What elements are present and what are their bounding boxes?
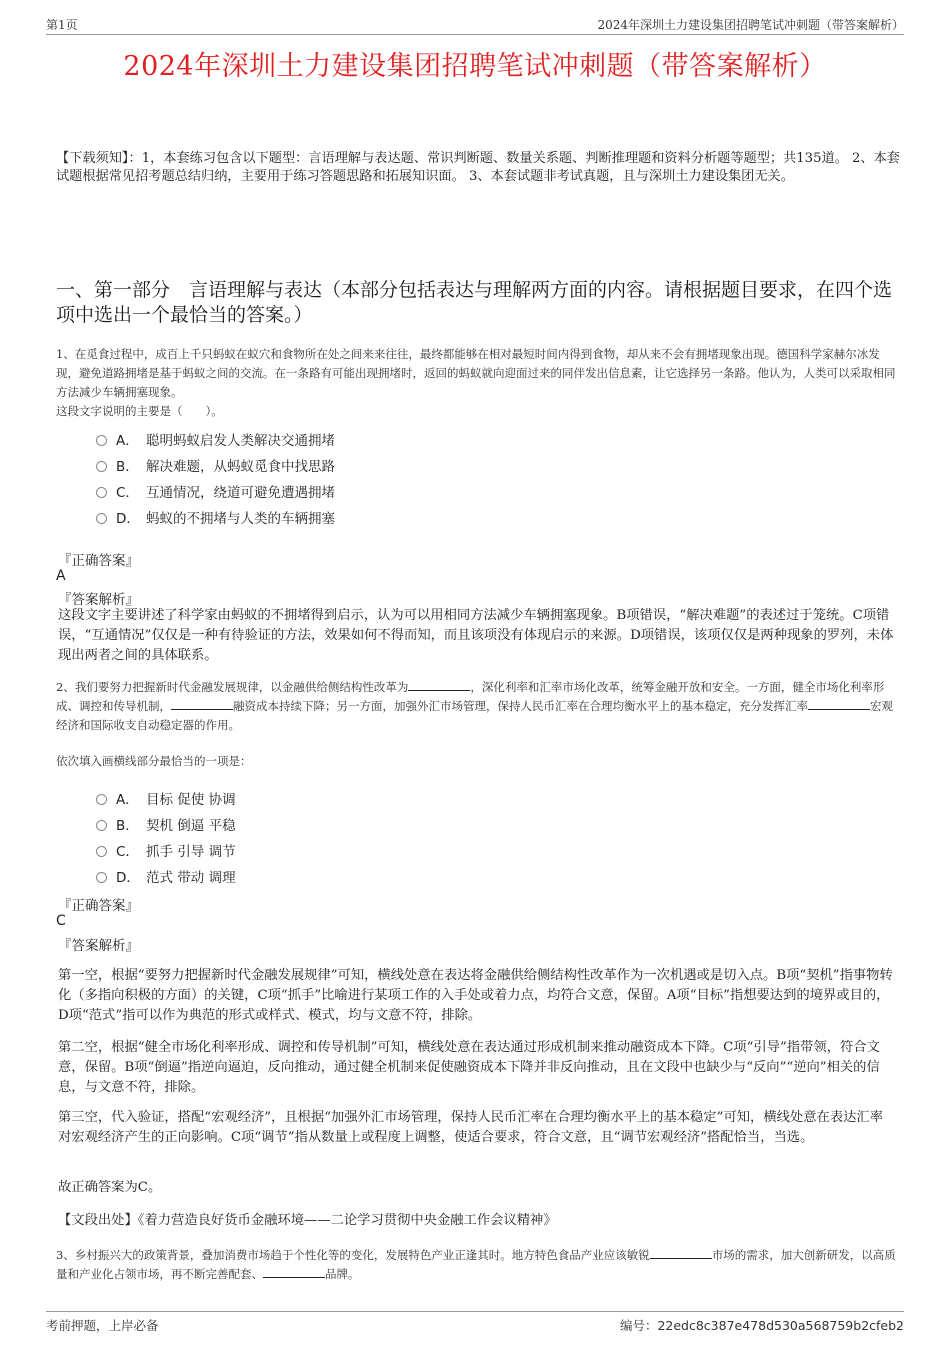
question-2: 2、我们要努力把握新时代金融发展规律，以金融供给侧结构性改革为 ，深化利率和汇率市场化改革，统筹金融开放和安全。一方面，健全市场化利率形成、调控和传导机制， 融资成本持续下降；另一方面，加强外汇市场管理，保持人民币汇率在合理均衡水平上的基本稳定，充分发挥汇率 宏观经济和国际收支自动稳定器的作用。 bbox=[56, 680, 893, 732]
question-1 bbox=[56, 345, 896, 421]
option-d[interactable]: D． 蚂蚁的不拥堵与人类的车辆拥塞 bbox=[96, 504, 596, 530]
option-c[interactable]: C． 抓手 引导 调节 bbox=[96, 837, 596, 863]
question-2-ask: 依次填入画横线部分最恰当的一项是： bbox=[56, 754, 252, 768]
fill-blank bbox=[808, 697, 870, 710]
correct-answer: A bbox=[56, 568, 66, 584]
radio-icon[interactable] bbox=[96, 435, 107, 446]
option-b[interactable]: B． 契机 倒逼 平稳 bbox=[96, 811, 596, 837]
radio-icon[interactable] bbox=[96, 513, 107, 524]
correct-answer-label: 『正确答案』 bbox=[58, 898, 139, 914]
question-2-options bbox=[96, 785, 596, 889]
fill-blank bbox=[650, 1246, 712, 1259]
option-b[interactable]: B． 解决难题，从蚂蚁觅食中找思路 bbox=[96, 452, 596, 478]
option-c[interactable]: C． 互通情况，绕道可避免遭遇拥堵 bbox=[96, 478, 596, 504]
document-title: 2024年深圳土力建设集团招聘笔试冲刺题（带答案解析） bbox=[123, 51, 827, 82]
page-footer bbox=[46, 1311, 904, 1334]
header-doc-title: 2024年深圳土力建设集团招聘笔试冲刺题（带答案解析） bbox=[597, 18, 904, 32]
footer-code: 编号：22edc8c387e478d530a568759b2cfeb2 bbox=[619, 1318, 904, 1333]
explanation-para-2: 第二空，根据“健全市场化利率形成、调控和传导机制”可知，横线处意在表达通过形成机制来推动融资成本下降。C项“引导”指带领，符合文意，保留。B项“倒逼”指逆向逼迫，反向推动，通过健全机制来促使融资成本下降并非反向推动，且在文段中也缺少与“反向”“逆向”相关的信息，与文意不符，排除。 bbox=[58, 1040, 880, 1095]
explanation-para-3: 第三空，代入验证，搭配“宏观经济”，且根据“加强外汇市场管理，保持人民币汇率在合理均衡水平上的基本稳定”可知，横线处意在表达汇率对宏观经济产生的正向影响。C项“调节”指从数量上或程度上调整，使适合要求，符合文意，且“调节宏观经济”搭配恰当，当选。 bbox=[58, 1110, 884, 1145]
explanation-label: 『答案解析』 bbox=[58, 938, 139, 954]
question-1-ask: 这段文字说明的主要是（ ）。 bbox=[56, 404, 223, 418]
option-a[interactable]: A． 目标 促使 协调 bbox=[96, 785, 596, 811]
radio-icon[interactable] bbox=[96, 820, 107, 831]
radio-icon[interactable] bbox=[96, 461, 107, 472]
page-number: 第1页 bbox=[46, 18, 78, 32]
correct-answer: C bbox=[56, 913, 66, 929]
question-3: 3、乡村振兴大的政策背景，叠加消费市场趋于个性化等的变化，发展特色产业正逢其时。地方特色食品产业应该敏锐 市场的需求，加大创新研发，以高质量和产业化占领市场，再不断完善配套、 品牌。 bbox=[56, 1248, 896, 1281]
option-d[interactable]: D． 范式 带动 调理 bbox=[96, 863, 596, 889]
fill-blank bbox=[408, 678, 470, 691]
option-a[interactable]: A． 聪明蚂蚁启发人类解决交通拥堵 bbox=[96, 426, 596, 452]
explanation-text: 这段文字主要讲述了科学家由蚂蚁的不拥堵得到启示，认为可以用相同方法减少车辆拥塞现象。B项错误，“解决难题”的表述过于笼统。C项错误，“互通情况”仅仅是一种有待验证的方法，效果如何不得而知，而且该项没有体现启示的来源。D项错误，该项仅仅是两种现象的罗列，未体现出两者之间的具体联系。 bbox=[58, 608, 894, 663]
explanation-conclusion: 故正确答案为C。 bbox=[58, 1180, 162, 1195]
footer-slogan: 考前押题，上岸必备 bbox=[46, 1318, 159, 1333]
fill-blank bbox=[171, 697, 233, 710]
page-header bbox=[46, 14, 904, 35]
correct-answer-label: 『正确答案』 bbox=[58, 553, 139, 569]
question-1-text: 1、在觅食过程中，成百上千只蚂蚁在蚁穴和食物所在处之间来来往往，最终都能够在相对最短时间内得到食物，却从来不会有拥堵现象出现。德国科学家赫尔冰发现，避免道路拥堵是基于蚂蚁之间的交流。在一条路有可能出现拥堵时，返回的蚂蚁就向迎面过来的同伴发出信息素，让它选择另一条路。他认为，人类可以采取相同方法减少车辆拥塞现象。 bbox=[56, 347, 896, 399]
radio-icon[interactable] bbox=[96, 872, 107, 883]
explanation-para-1: 第一空，根据“要努力把握新时代金融发展规律”可知，横线处意在表达将金融供给侧结构性改革作为一次机遇或是切入点。B项“契机”指事物转化（多指向积极的方面）的关键，C项“抓手”比喻进行某项工作的入手处或着力点，均符合文意，保留。A项“目标”指想要达到的境界或目的，D项“范式”指可以作为典范的形式或样式、模式，均与文意不符，排除。 bbox=[58, 968, 893, 1023]
source-citation: 【文段出处】《着力营造良好货币金融环境——二论学习贯彻中央金融工作会议精神》 bbox=[58, 1213, 557, 1228]
radio-icon[interactable] bbox=[96, 487, 107, 498]
section-heading: 一、第一部分 言语理解与表达（本部分包括表达与理解两方面的内容。请根据题目要求，在四个选项中选出一个最恰当的答案。） bbox=[56, 279, 893, 326]
question-1-options bbox=[96, 426, 596, 530]
download-notice: 【下载须知】：1，本套练习包含以下题型：言语理解与表达题、常识判断题、数量关系题、判断推理题和资料分析题等题型；共135道。 2、本套试题根据常见招考题总结归纳，主要用于练习答题思路和拓展知识面。 3、本套试题非考试真题，且与深圳土力建设集团无关。 bbox=[56, 151, 900, 184]
explanation-label: 『答案解析』 bbox=[58, 592, 139, 608]
fill-blank bbox=[263, 1265, 325, 1278]
radio-icon[interactable] bbox=[96, 846, 107, 857]
radio-icon[interactable] bbox=[96, 794, 107, 805]
